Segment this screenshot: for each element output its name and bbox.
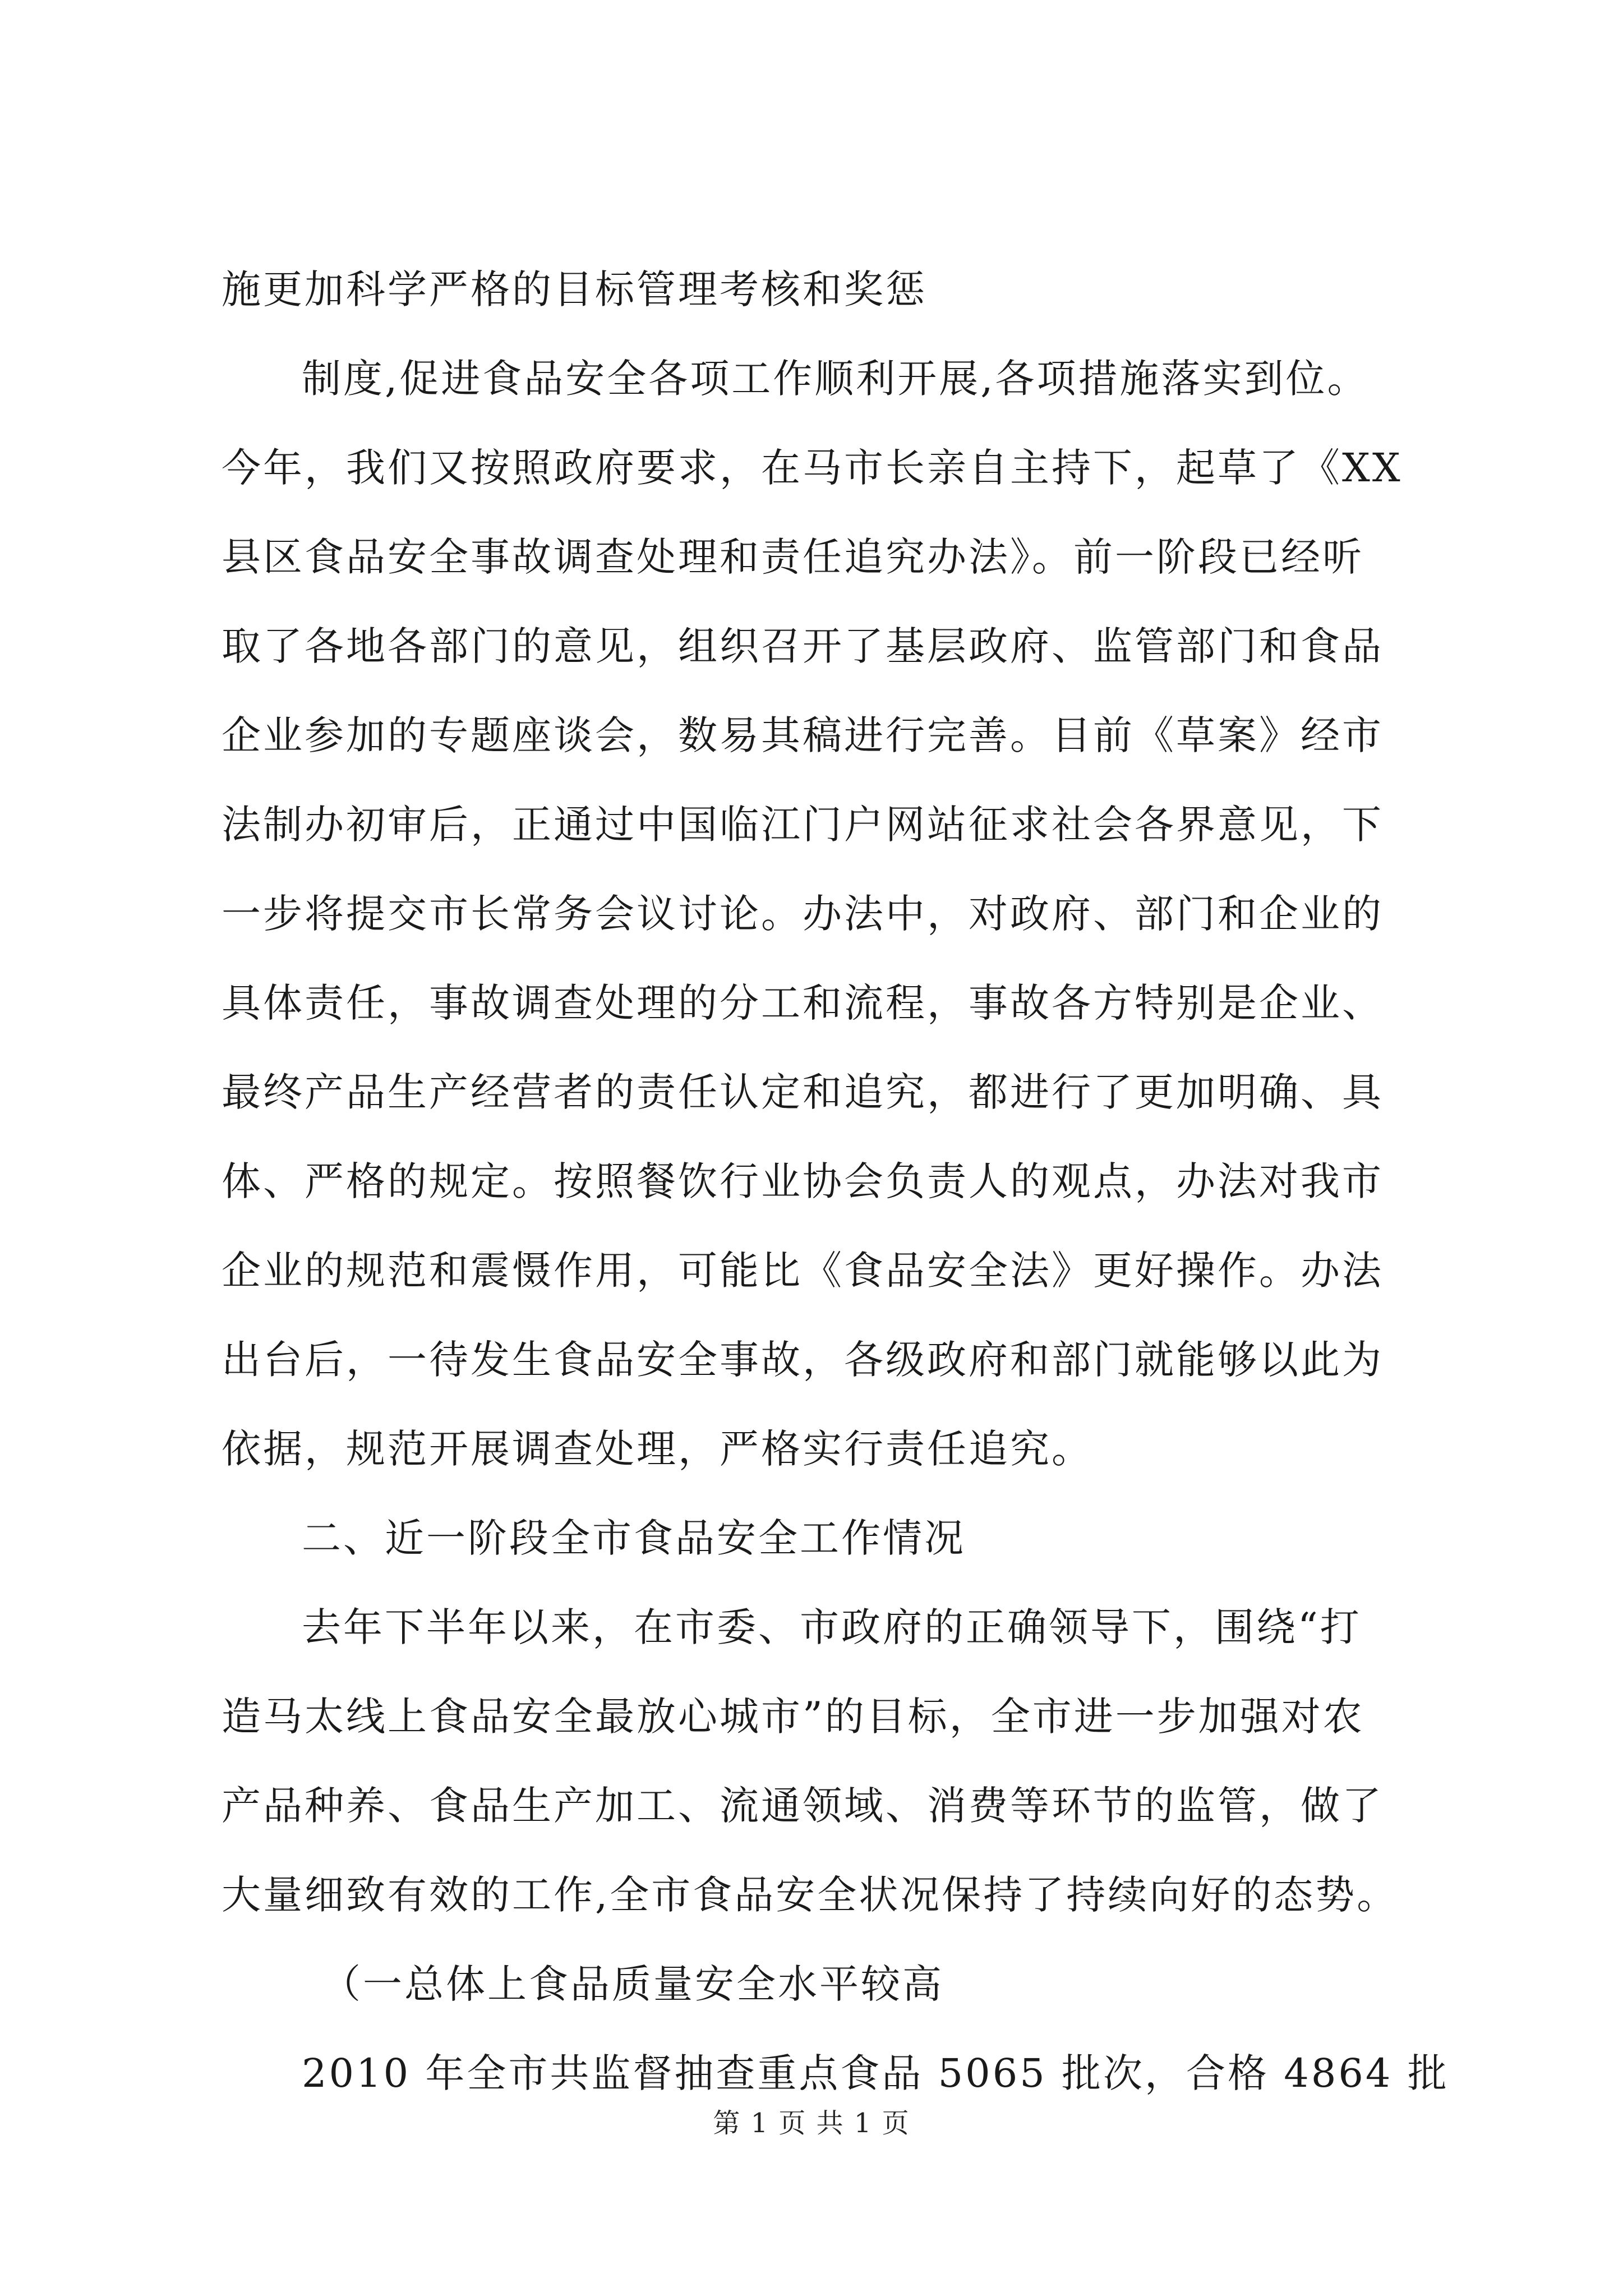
text-line: 体、严格的规定。按照餐饮行业协会负责人的观点，办法对我市 <box>222 1158 1384 1204</box>
text-line: 法制办初审后，正通过中国临江门户网站征求社会各界意见，下 <box>222 802 1384 848</box>
text-line: 一步将提交市长常务会议讨论。办法中，对政府、部门和企业的 <box>222 891 1384 937</box>
text-line: 取了各地各部门的意见，组织召开了基层政府、监管部门和食品 <box>222 623 1384 669</box>
section-heading: 二、近一阶段全市食品安全工作情况 <box>302 1515 966 1561</box>
text-line: 依据，规范开展调查处理，严格实行责任追究。 <box>222 1426 1093 1472</box>
text-line: 县区食品安全事故调查处理和责任追究办法》。前一阶段已经听 <box>222 534 1364 580</box>
text-line: 企业的规范和震慑作用，可能比《食品安全法》更好操作。办法 <box>222 1248 1384 1294</box>
text-line: 制度,促进食品安全各项工作顺利开展,各项措施落实到位。 <box>302 356 1369 402</box>
text-line: 2010 年全市共监督抽查重点食品 5065 批次，合格 4864 批 <box>302 2050 1449 2096</box>
text-line: 施更加科学严格的目标管理考核和奖惩 <box>222 266 927 312</box>
text-line: 产品种养、食品生产加工、流通领域、消费等环节的监管，做了 <box>222 1783 1384 1829</box>
text-line: 大量细致有效的工作,全市食品安全状况保持了持续向好的态势。 <box>222 1872 1399 1918</box>
subsection-heading: （一总体上食品质量安全水平较高 <box>321 1961 944 2007</box>
text-line: 出台后，一待发生食品安全事故，各级政府和部门就能够以此为 <box>222 1337 1384 1383</box>
text-line: 具体责任，事故调查处理的分工和流程，事故各方特别是企业、 <box>222 980 1384 1026</box>
text-line: 今年，我们又按照政府要求，在马市长亲自主持下，起草了《XX <box>222 445 1403 491</box>
document-body <box>222 260 1449 2102</box>
text-line: 最终产品生产经营者的责任认定和追究，都进行了更加明确、具 <box>222 1069 1384 1115</box>
page-footer: 第 1 页 共 1 页 <box>713 2108 910 2139</box>
text-line: 企业参加的专题座谈会，数易其稿进行完善。目前《草案》经市 <box>222 712 1384 758</box>
text-line: 造马太线上食品安全最放心城市”的目标，全市进一步加强对农 <box>222 1694 1364 1740</box>
text-line: 去年下半年以来，在市委、市政府的正确领导下，围绕“打 <box>302 1604 1362 1650</box>
